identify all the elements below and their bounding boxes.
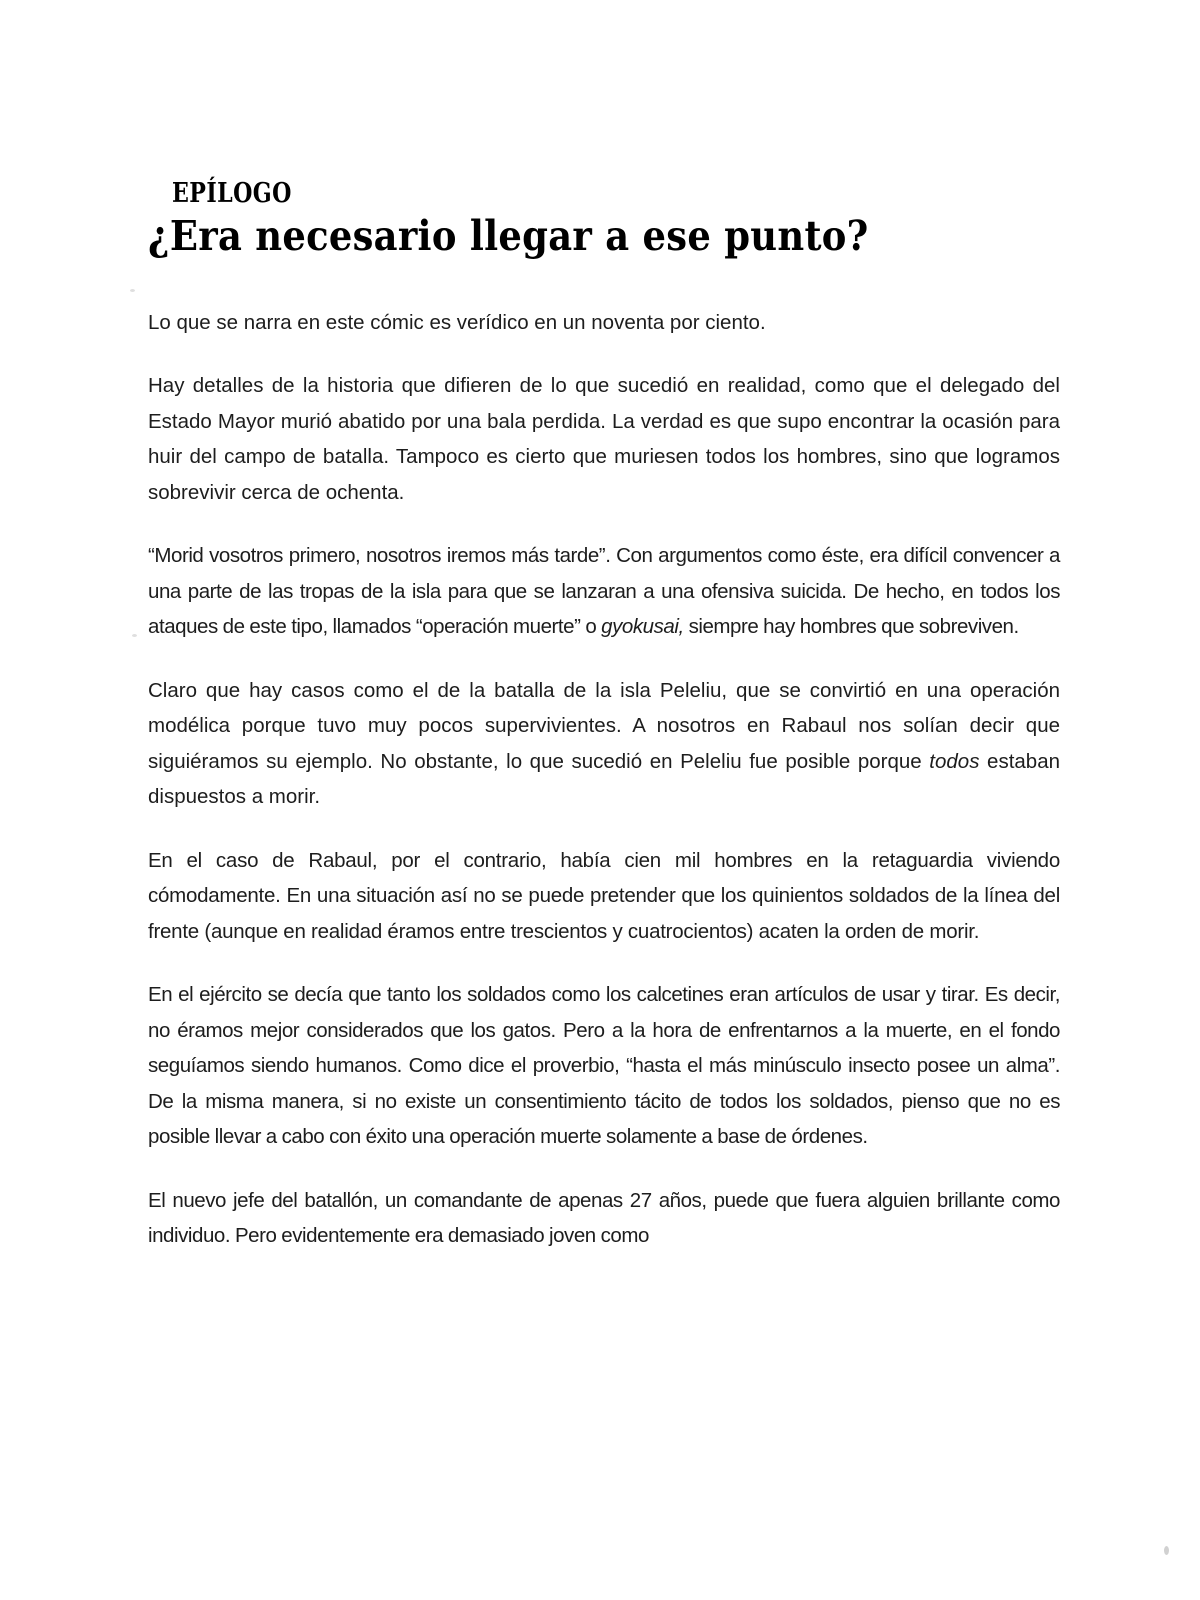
paragraph-4 xyxy=(148,673,1060,815)
paragraph-1: Lo que se narra en este cómic es verídico en un noventa por ciento. xyxy=(148,310,766,334)
paragraph-3-tail: siempre hay hombres que sobreviven. xyxy=(683,615,1019,639)
text-column xyxy=(148,180,1060,1254)
paragraph-5: En el caso de Rabaul, por el contrario, había cien mil hombres en la retaguardia viviendo cómodamente. En una situación así no se puede pretender que los quinientos soldados de la línea del frente (aunque en realidad éramos entre trescientos y cuatrocientos) acaten la orden de morir. xyxy=(148,848,1060,943)
scan-speck xyxy=(130,289,135,292)
paragraph-4-lead: Claro que hay casos como el de la batalla de la isla Peleliu, que se convirtió en una operación modélica porque tuvo muy pocos supervivientes. A nosotros en Rabaul nos solían decir que siguiéramos su ejemplo. No obstante, lo que sucedió en Peleliu fue posible porque xyxy=(148,678,1060,773)
section-kicker: EPÍLOGO xyxy=(172,178,292,209)
paragraph-7: El nuevo jefe del batallón, un comandante de apenas 27 años, puede que fuera alguien brillante como individuo. Pero evidentemente era demasiado joven como xyxy=(148,1188,1060,1248)
epilogue-heading xyxy=(148,180,1060,259)
scan-speck xyxy=(1164,1546,1169,1555)
paragraph-6: En el ejército se decía que tanto los soldados como los calcetines eran artículos de usar y tirar. Es decir, no éramos mejor considerados que los gatos. Pero a la hora de enfrentarnos a la muerte, en el fondo seguíamos siendo humanos. Como dice el proverbio, “hasta el más minúsculo insecto posee un alma”. De la misma manera, si no existe un consentimiento tácito de todos los soldados, pienso que no es posible llevar a cabo con éxito una operación muerte solamente a base de órdenes. xyxy=(148,983,1060,1149)
paragraph-3 xyxy=(148,538,1060,645)
paragraph-2: Hay detalles de la historia que difieren de lo que sucedió en realidad, como que el delegado del Estado Mayor murió abatido por una bala perdida. La verdad es que supo encontrar la ocasión para huir del campo de batalla. Tampoco es cierto que muriesen todos los hombres, sino que logramos sobrevivir cerca de ochenta. xyxy=(148,374,1060,504)
scan-speck xyxy=(132,634,137,637)
foreign-term-gyokusai: gyokusai, xyxy=(601,615,684,639)
paragraph-3-lead: “Morid vosotros primero, nosotros iremos más tarde”. Con argumentos como éste, era difícil convencer a una parte de las tropas de la isla para que se lanzaran a una ofensiva suicida. De hecho, en todos los ataques de este tipo, llamados “operación muerte” o xyxy=(148,544,1060,639)
page-title: ¿Era necesario llegar a ese punto? xyxy=(148,212,869,261)
emphasis-todos: todos xyxy=(929,749,980,773)
paragraph-4-tail: estaban dispuestos a morir. xyxy=(148,749,1060,809)
